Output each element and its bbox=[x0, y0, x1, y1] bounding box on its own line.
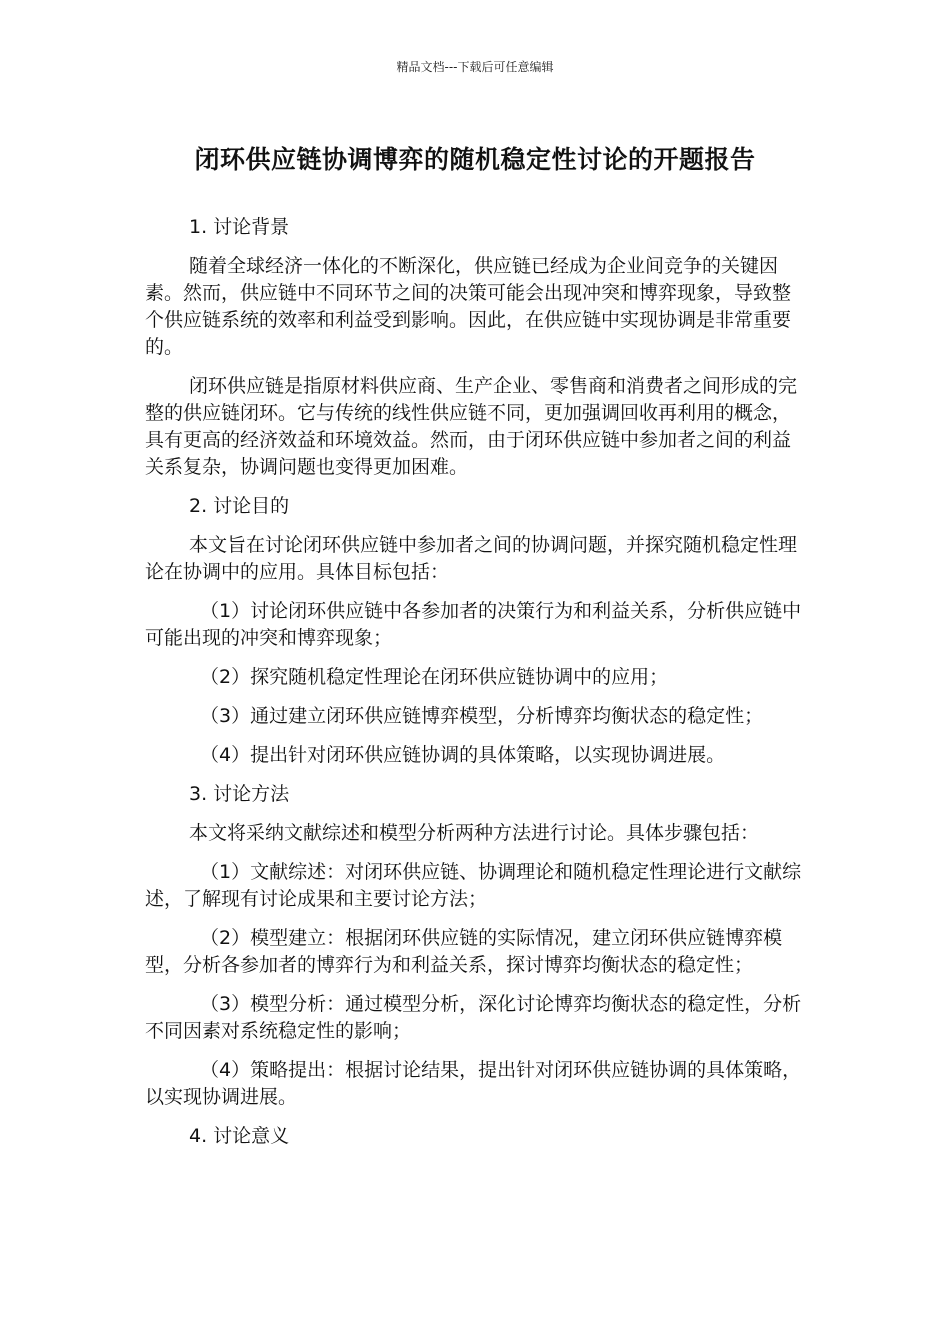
list-item: （1）讨论闭环供应链中各参加者的决策行为和利益关系，分析供应链中可能出现的冲突和博弈现象； bbox=[145, 600, 802, 649]
paragraph: 随着全球经济一体化的不断深化，供应链已经成为企业间竞争的关键因素。然而，供应链中不同环节之间的决策可能会出现冲突和博弈现象，导致整个供应链系统的效率和利益受到影响。因此，在供应链中实现协调是非常重要的。 bbox=[145, 255, 792, 358]
paragraph: 本文旨在讨论闭环供应链中参加者之间的协调问题，并探究随机稳定性理论在协调中的应用。具体目标包括： bbox=[145, 534, 798, 583]
list-item: （2）探究随机稳定性理论在闭环供应链协调中的应用； bbox=[200, 666, 669, 688]
document-body bbox=[145, 214, 808, 1162]
list-item: （2）模型建立：根据闭环供应链的实际情况，建立闭环供应链博弈模型，分析各参加者的博弈行为和利益关系，探讨博弈均衡状态的稳定性； bbox=[145, 927, 783, 976]
list-item: （3）模型分析：通过模型分析，深化讨论博弈均衡状态的稳定性，分析不同因素对系统稳定性的影响； bbox=[145, 993, 802, 1042]
header-note: 精品文档---下载后可任意编辑 bbox=[396, 60, 554, 74]
section-heading-method: 3. 讨论方法 bbox=[189, 783, 290, 805]
list-item: （1）文献综述：对闭环供应链、协调理论和随机稳定性理论进行文献综述，了解现有讨论成果和主要讨论方法； bbox=[145, 861, 802, 910]
document-title: 闭环供应链协调博弈的随机稳定性讨论的开题报告 bbox=[194, 145, 756, 174]
list-item: （4）提出针对闭环供应链协调的具体策略，以实现协调进展。 bbox=[200, 744, 726, 766]
paragraph: 闭环供应链是指原材料供应商、生产企业、零售商和消费者之间形成的完整的供应链闭环。它与传统的线性供应链不同，更加强调回收再利用的概念，具有更高的经济效益和环境效益。然而，由于闭环供应链中参加者之间的利益关系复杂，协调问题也变得更加困难。 bbox=[145, 375, 798, 478]
section-heading-significance: 4. 讨论意义 bbox=[189, 1125, 290, 1147]
section-heading-purpose: 2. 讨论目的 bbox=[189, 495, 290, 517]
paragraph: 本文将采纳文献综述和模型分析两种方法进行讨论。具体步骤包括： bbox=[189, 822, 760, 844]
section-heading-background: 1. 讨论背景 bbox=[189, 216, 290, 238]
list-item: （3）通过建立闭环供应链博弈模型，分析博弈均衡状态的稳定性； bbox=[200, 705, 764, 727]
list-item: （4）策略提出：根据讨论结果，提出针对闭环供应链协调的具体策略，以实现协调进展。 bbox=[145, 1059, 802, 1108]
